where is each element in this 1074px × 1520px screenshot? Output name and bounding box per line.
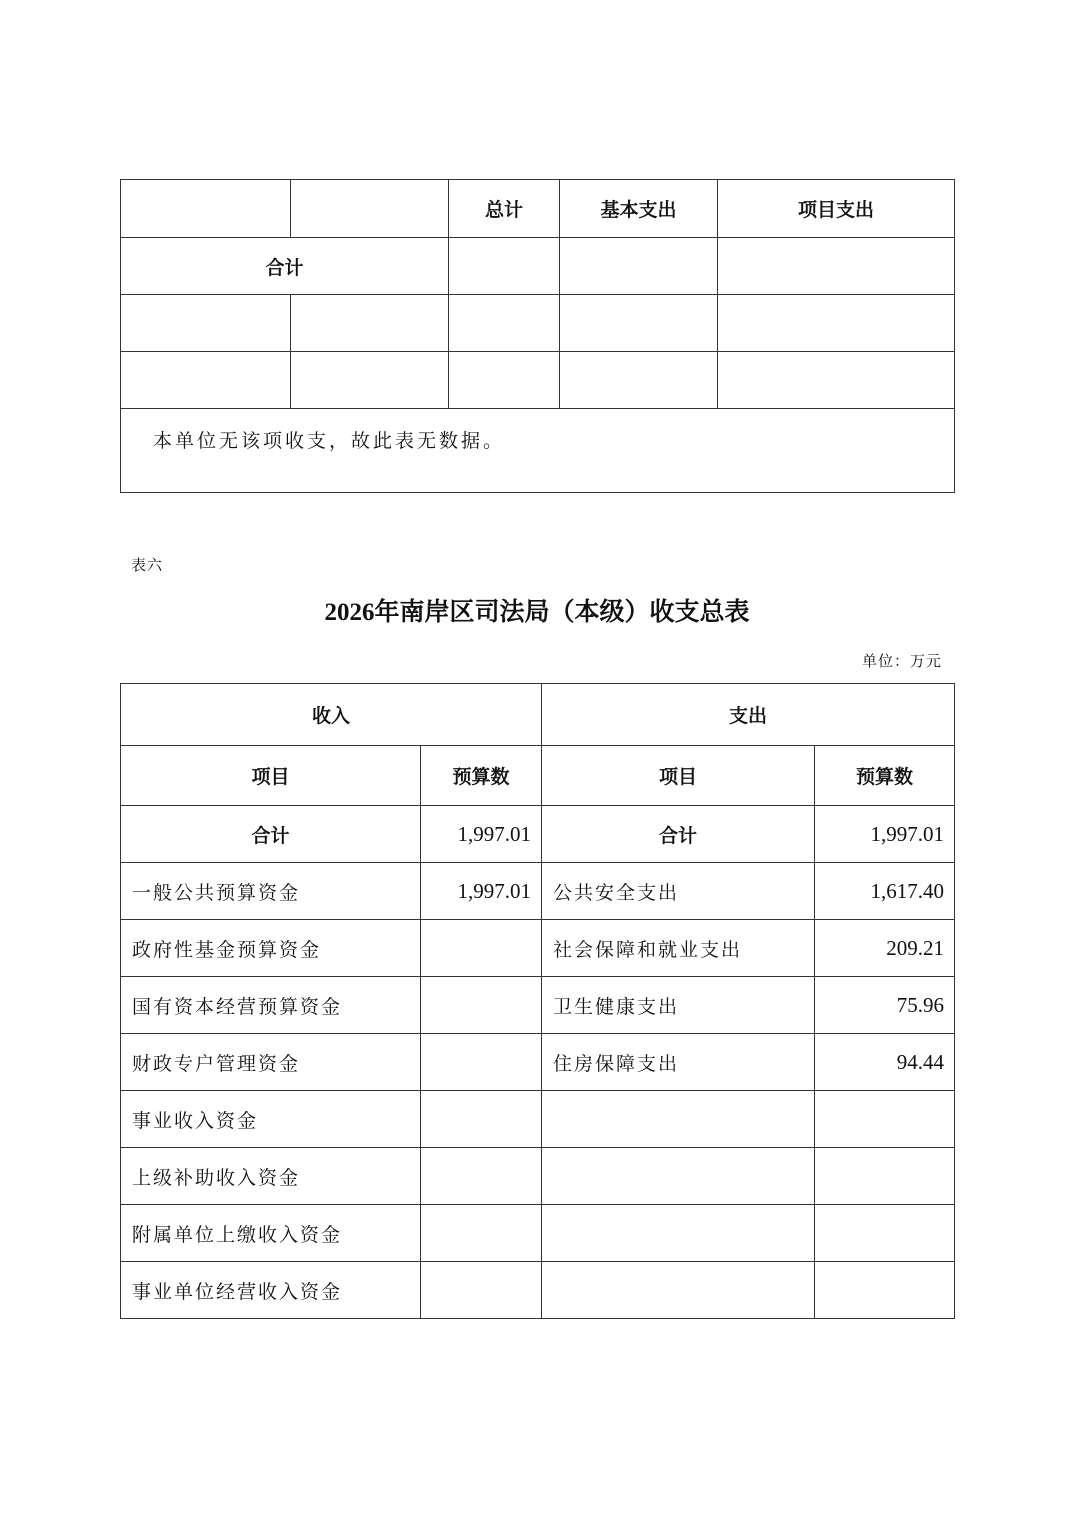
table-row <box>121 1034 955 1091</box>
income-item: 财政专户管理资金 <box>121 1034 421 1091</box>
income-item: 上级补助收入资金 <box>121 1148 421 1205</box>
expense-value <box>815 1262 955 1319</box>
income-value <box>421 977 542 1034</box>
expense-item: 住房保障支出 <box>542 1034 815 1091</box>
header-total: 总计 <box>449 180 560 238</box>
income-item: 事业收入资金 <box>121 1091 421 1148</box>
income-item: 政府性基金预算资金 <box>121 920 421 977</box>
header-project-expense: 项目支出 <box>718 180 955 238</box>
header-cell <box>291 180 449 238</box>
expense-item: 卫生健康支出 <box>542 977 815 1034</box>
expense-value: 209.21 <box>815 920 955 977</box>
expense-value: 1,997.01 <box>815 806 955 863</box>
cell <box>291 295 449 352</box>
header-cell <box>121 180 291 238</box>
expense-value: 94.44 <box>815 1034 955 1091</box>
cell <box>449 295 560 352</box>
cell <box>718 238 955 295</box>
table-row <box>121 1091 955 1148</box>
header-row <box>121 180 955 238</box>
income-value <box>421 1034 542 1091</box>
income-value <box>421 1091 542 1148</box>
table-row <box>121 863 955 920</box>
expense-item <box>542 1262 815 1319</box>
cell <box>560 238 718 295</box>
expense-value <box>815 1205 955 1262</box>
income-budget-header: 预算数 <box>421 746 542 806</box>
cell <box>449 238 560 295</box>
unit-label: 单位：万元 <box>861 652 942 670</box>
income-value <box>421 1205 542 1262</box>
expense-header: 支出 <box>542 684 955 746</box>
total-label: 合计 <box>121 238 449 295</box>
no-data-note: 本单位无该项收支，故此表无数据。 <box>121 409 955 493</box>
table-label: 表六 <box>131 556 164 574</box>
income-header: 收入 <box>121 684 542 746</box>
cell <box>121 295 291 352</box>
expense-item: 合计 <box>542 806 815 863</box>
column-header-row <box>121 746 955 806</box>
table-row <box>121 1205 955 1262</box>
cell <box>718 295 955 352</box>
cell <box>718 352 955 409</box>
header-basic-expense: 基本支出 <box>560 180 718 238</box>
table-row <box>121 977 955 1034</box>
expense-value <box>815 1091 955 1148</box>
cell <box>560 352 718 409</box>
expense-item: 社会保障和就业支出 <box>542 920 815 977</box>
cell <box>560 295 718 352</box>
table-row <box>121 295 955 352</box>
note-row <box>121 409 955 493</box>
expense-item <box>542 1091 815 1148</box>
expense-item: 公共安全支出 <box>542 863 815 920</box>
income-value: 1,997.01 <box>421 863 542 920</box>
income-item-header: 项目 <box>121 746 421 806</box>
income-value <box>421 1148 542 1205</box>
expense-item <box>542 1148 815 1205</box>
income-item: 事业单位经营收入资金 <box>121 1262 421 1319</box>
expense-item-header: 项目 <box>542 746 815 806</box>
income-item: 附属单位上缴收入资金 <box>121 1205 421 1262</box>
cell <box>121 352 291 409</box>
income-value <box>421 920 542 977</box>
cell <box>291 352 449 409</box>
table-row <box>121 1262 955 1319</box>
income-item: 国有资本经营预算资金 <box>121 977 421 1034</box>
income-value: 1,997.01 <box>421 806 542 863</box>
total-row <box>121 238 955 295</box>
table-title: 2026年南岸区司法局（本级）收支总表 <box>324 599 750 626</box>
expense-item <box>542 1205 815 1262</box>
table-row <box>121 920 955 977</box>
income-expense-table <box>120 683 955 1319</box>
section-header-row <box>121 684 955 746</box>
previous-table <box>120 179 955 493</box>
income-value <box>421 1262 542 1319</box>
income-item: 一般公共预算资金 <box>121 863 421 920</box>
table-row <box>121 1148 955 1205</box>
expense-value: 1,617.40 <box>815 863 955 920</box>
expense-value <box>815 1148 955 1205</box>
total-row <box>121 806 955 863</box>
table-row <box>121 352 955 409</box>
expense-value: 75.96 <box>815 977 955 1034</box>
income-item: 合计 <box>121 806 421 863</box>
expense-budget-header: 预算数 <box>815 746 955 806</box>
cell <box>449 352 560 409</box>
